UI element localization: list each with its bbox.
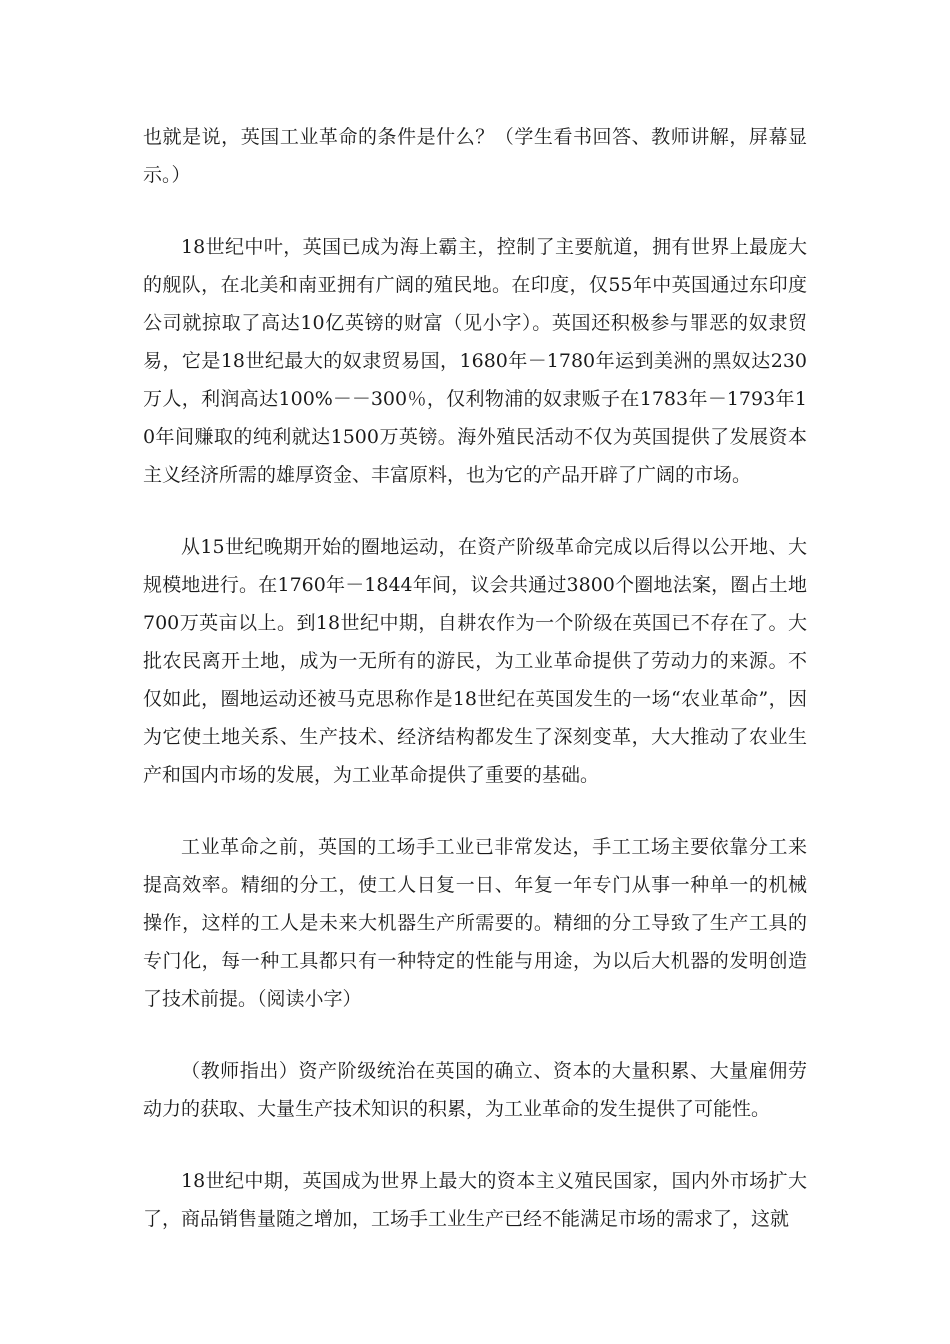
paragraph-manufacturing: 工业革命之前，英国的工场手工业已非常发达，手工工场主要依靠分工来提高效率。精细的分工，使工人日复一日、年复一年专门从事一种单一的机械操作，这样的工人是未来大机器生产所需要的。精细的分工导致了生产工具的专门化，每一种工具都只有一种特定的性能与用途，为以后大机器的发明创造了技术前提。（阅读小字） bbox=[143, 836, 807, 1010]
paragraph-teacher-summary: （教师指出）资产阶级统治在英国的确立、资本的大量积累、大量雇佣劳动力的获取、大量生产技术知识的积累，为工业革命的发生提供了可能性。 bbox=[143, 1060, 807, 1120]
paragraph-enclosure-movement: 从15世纪晚期开始的圈地运动，在资产阶级革命完成以后得以公开地、大规模地进行。在1760年－1844年间，议会共通过3800个圈地法案，圈占土地700万英亩以上。到18世纪中期，自耕农作为一个阶级在英国已不存在了。大批农民离开土地，成为一无所有的游民，为工业革命提供了劳动力的来源。不仅如此，圈地运动还被马克思称作是18世纪在英国发生的一场“农业革命”，因为它使土地关系、生产技术、经济结构都发生了深刻变革，大大推动了农业生产和国内市场的发展，为工业革命提供了重要的基础。 bbox=[143, 536, 807, 786]
paragraph-colonial-expansion: 18世纪中叶，英国已成为海上霸主，控制了主要航道，拥有世界上最庞大的舰队，在北美和南亚拥有广阔的殖民地。在印度，仅55年中英国通过东印度公司就掠取了高达10亿英镑的财富（见小字）。英国还积极参与罪恶的奴隶贸易，它是18世纪最大的奴隶贸易国，1680年－1780年运到美洲的黑奴达230万人，利润高达100%－－300％，仅利物浦的奴隶贩子在1783年－1793年10年间赚取的纯利就达1500万英镑。海外殖民活动不仅为英国提供了发展资本主义经济所需的雄厚资金、丰富原料，也为它的产品开辟了广阔的市场。 bbox=[143, 236, 807, 486]
document-body bbox=[143, 118, 807, 1272]
paragraph-intro-question: 也就是说，英国工业革命的条件是什么？（学生看书回答、教师讲解，屏幕显示。） bbox=[143, 126, 807, 186]
paragraph-market-demand: 18世纪中期，英国成为世界上最大的资本主义殖民国家，国内外市场扩大了，商品销售量随之增加，工场手工业生产已经不能满足市场的需求了，这就 bbox=[143, 1170, 807, 1230]
